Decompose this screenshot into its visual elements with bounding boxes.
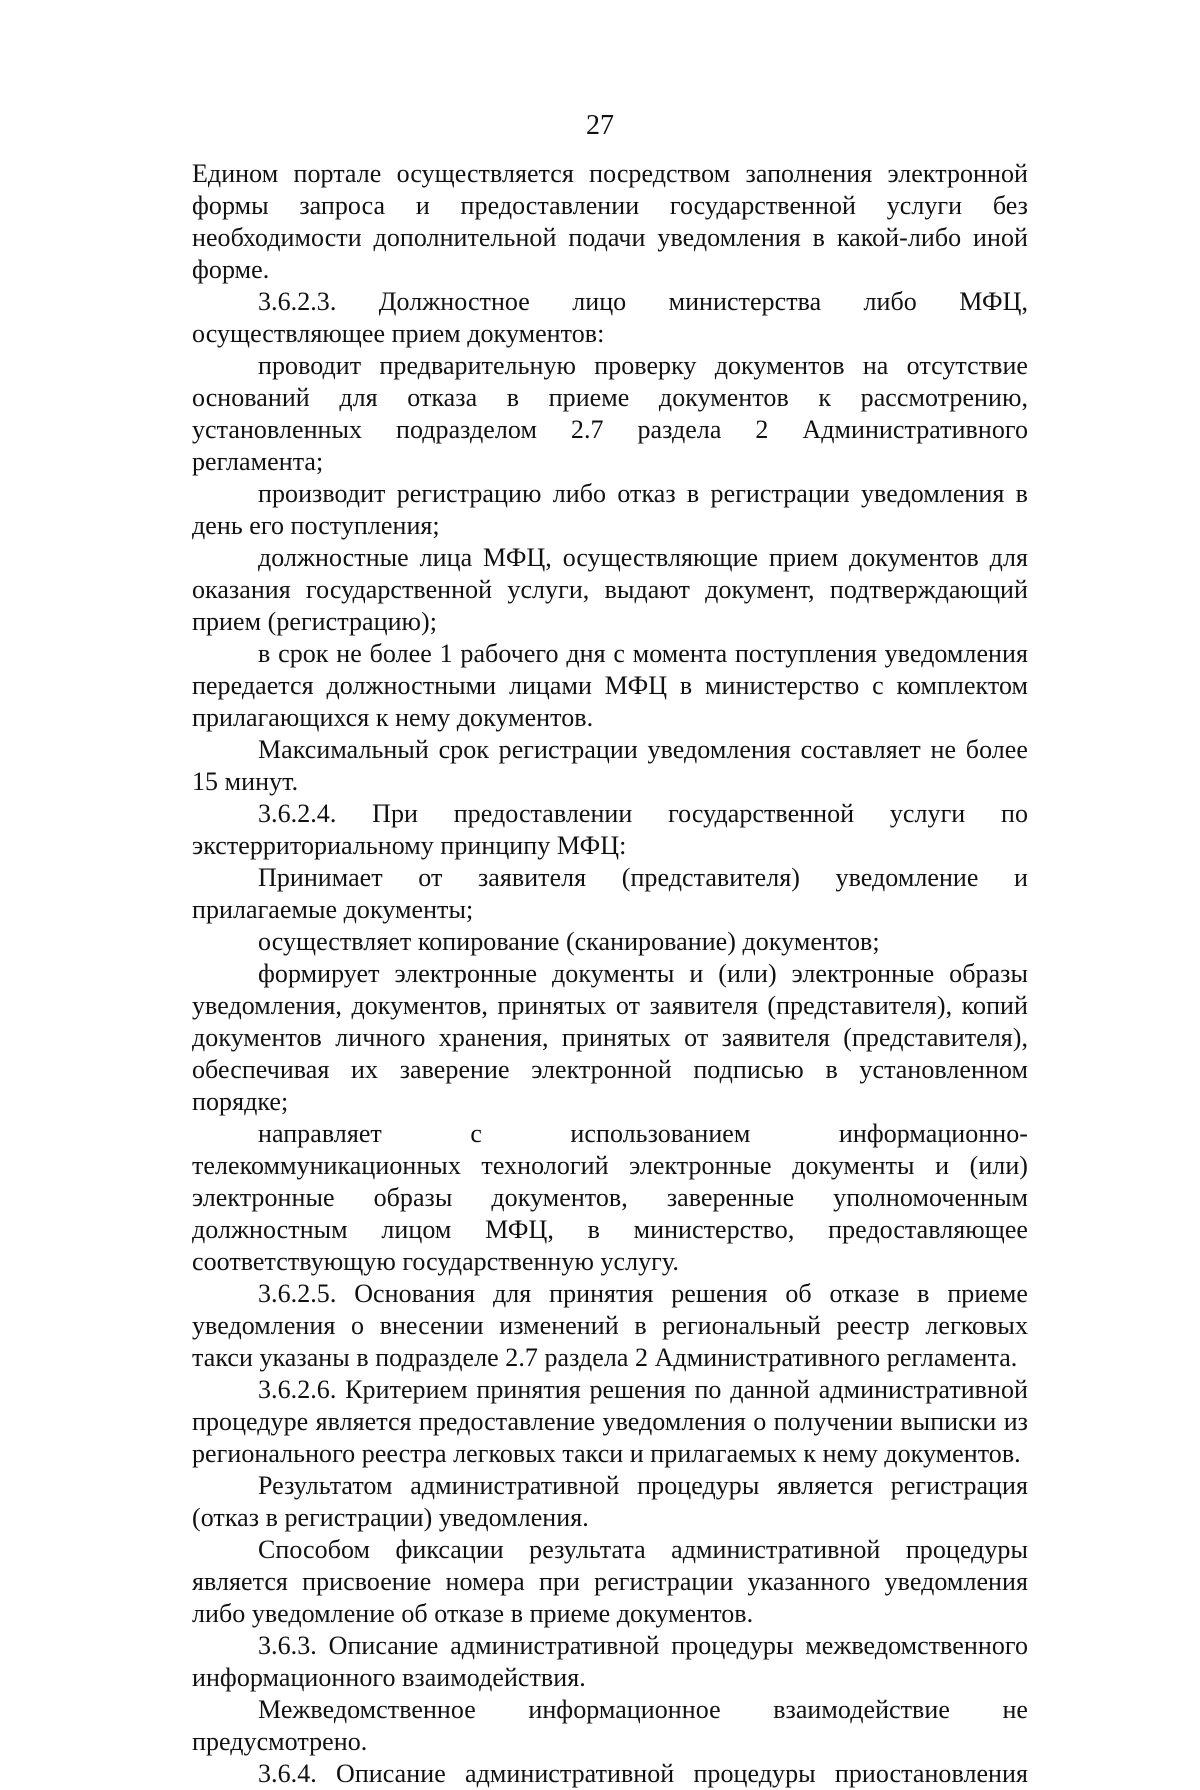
paragraph: 3.6.4. Описание административной процедуры приостановления — [258, 1759, 1028, 1788]
paragraph: осуществляет копирование (сканирование) документов; — [258, 927, 880, 956]
paragraph: 3.6.2.5. Основания для принятия решения об отказе в приеме уведомления о внесении изменений в региональный реестр легковых такси указаны в подразделе 2.7 раздела 2 Административного регламента. — [192, 1279, 1028, 1372]
page-number: 27 — [586, 110, 614, 141]
paragraph: Способом фиксации результата административной процедуры является присвоение номера при регистрации указанного уведомления либо уведомление об отказе в приеме документов. — [192, 1535, 1028, 1628]
paragraph: 3.6.3. Описание административной процедуры межведомственного информационного взаимодействия. — [192, 1631, 1028, 1692]
document-body — [192, 158, 1028, 1790]
paragraph: 3.6.2.4. При предоставлении государственной услуги по экстерриториальному принципу МФЦ: — [192, 799, 1028, 860]
paragraph: формирует электронные документы и (или) электронные образы уведомления, документов, принятых от заявителя (представителя), копий документов личного хранения, принятых от заявителя (представителя), обеспечивая их заверение электронной подписью в установленном порядке; — [192, 959, 1028, 1116]
paragraph: производит регистрацию либо отказ в регистрации уведомления в день его поступления; — [192, 479, 1028, 540]
paragraph: проводит предварительную проверку документов на отсутствие оснований для отказа в приеме документов к рассмотрению, установленных подразделом 2.7 раздела 2 Административного регламента; — [192, 351, 1028, 476]
paragraph: должностные лица МФЦ, осуществляющие прием документов для оказания государственной услуги, выдают документ, подтверждающий прием (регистрацию); — [192, 543, 1028, 636]
paragraph: Максимальный срок регистрации уведомления составляет не более 15 минут. — [192, 735, 1028, 796]
paragraph: Принимает от заявителя (представителя) уведомление и прилагаемые документы; — [192, 863, 1028, 924]
paragraph: направляет с использованием информационно-телекоммуникационных технологий электронные документы и (или) электронные образы документов, заверенные уполномоченным должностным лицом МФЦ, в министерство, предоставляющее соответствующую государственную услугу. — [192, 1119, 1028, 1276]
paragraph: Результатом административной процедуры является регистрация (отказ в регистрации) уведомления. — [192, 1471, 1028, 1532]
paragraph: 3.6.2.3. Должностное лицо министерства либо МФЦ, осуществляющее прием документов: — [192, 287, 1028, 348]
paragraph: Едином портале осуществляется посредством заполнения электронной формы запроса и предоставлении государственной услуги без необходимости дополнительной подачи уведомления в какой-либо иной форме. — [192, 159, 1028, 284]
paragraph: 3.6.2.6. Критерием принятия решения по данной административной процедуре является предоставление уведомления о получении выписки из регионального реестра легковых такси и прилагаемых к нему документов. — [192, 1375, 1028, 1468]
paragraph: Межведомственное информационное взаимодействие не предусмотрено. — [192, 1695, 1028, 1756]
paragraph: в срок не более 1 рабочего дня с момента поступления уведомления передается должностными лицами МФЦ в министерство с комплектом прилагающихся к нему документов. — [192, 639, 1028, 732]
